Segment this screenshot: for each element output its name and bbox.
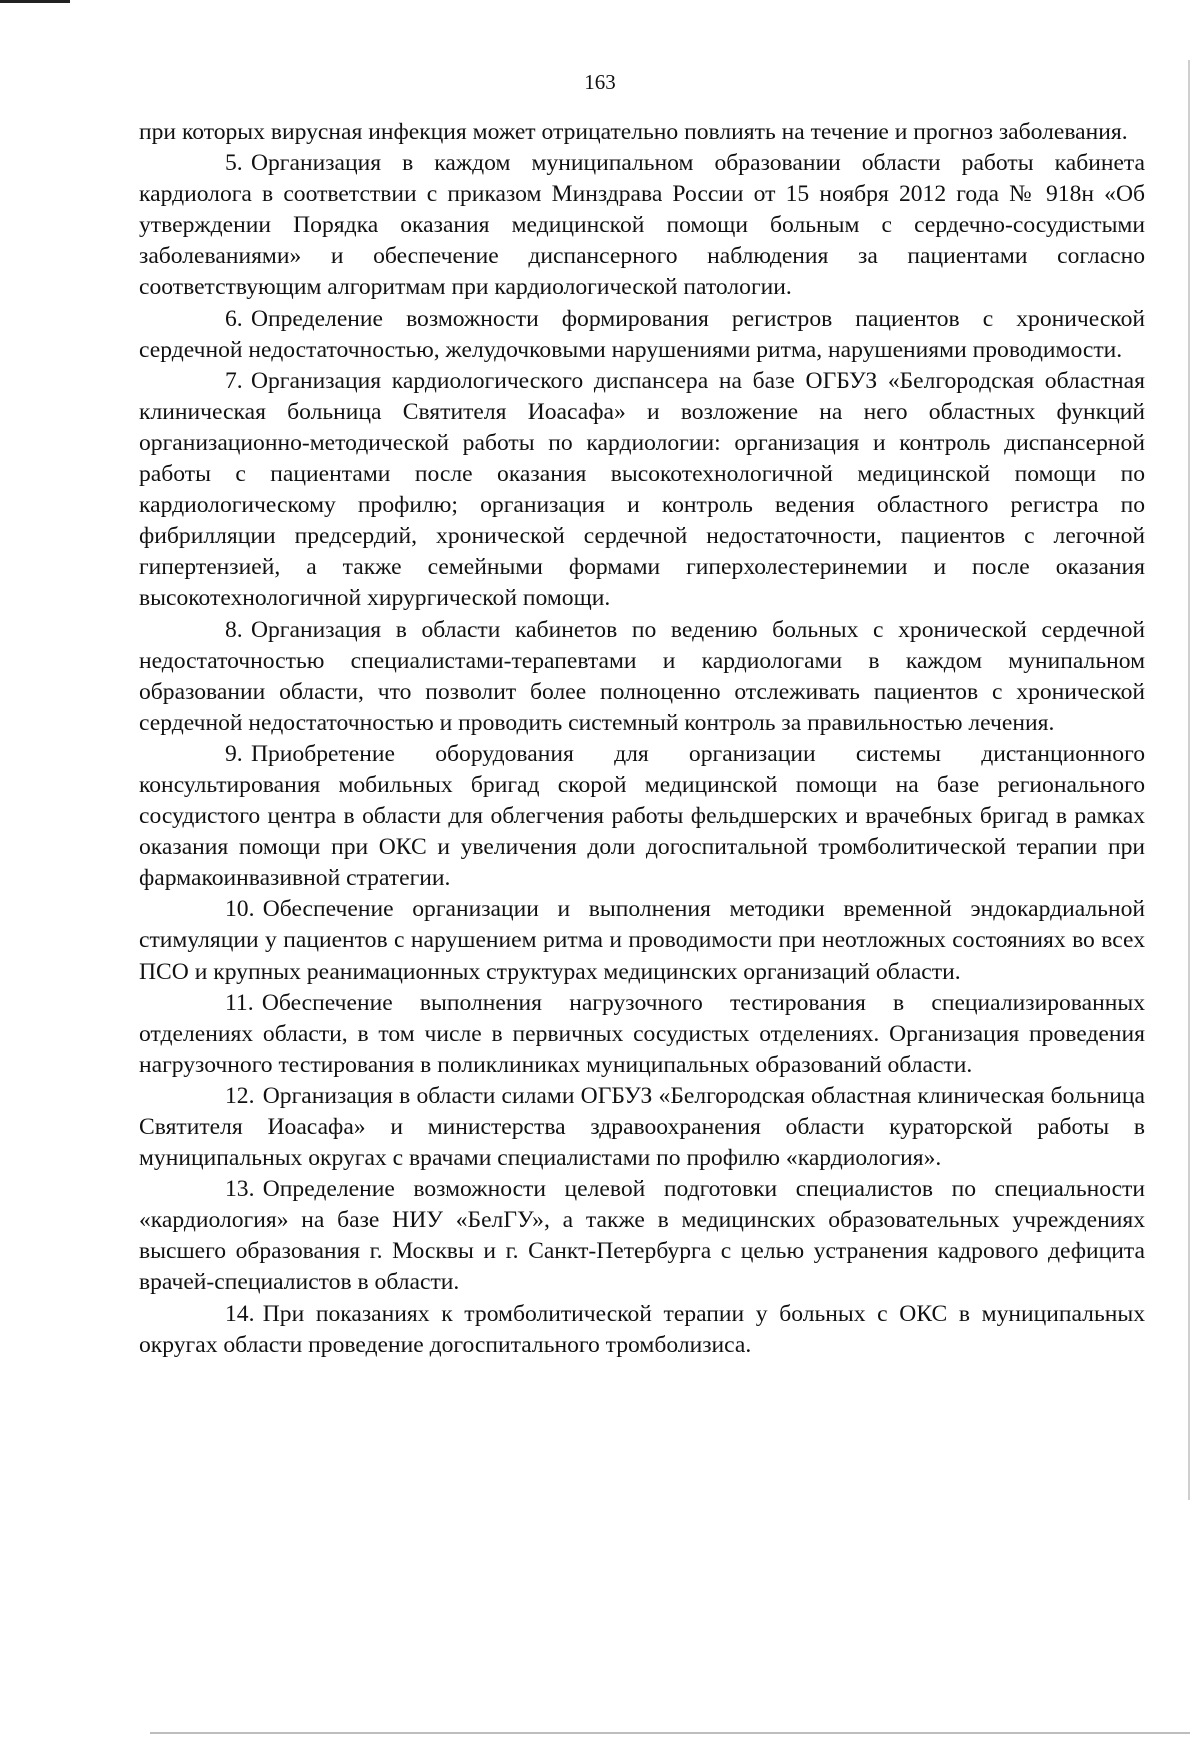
list-item-11 — [139, 988, 1145, 1081]
document-body — [139, 117, 1145, 1361]
item-text: Обеспечение выполнения нагрузочного тестирования в специализированных отделениях области, в том числе в первичных сосудистых отделениях. Организация проведения нагрузочного тестирования в поликлиниках муниципальных образований области. — [139, 989, 1145, 1078]
item-number: 10. — [225, 896, 255, 923]
list-item-10 — [139, 894, 1145, 987]
item-number: 7. — [225, 367, 243, 394]
item-text: Определение возможности формирования регистров пациентов с хронической сердечной недостаточностью, желудочковыми нарушениями ритма, нарушениями проводимости. — [139, 305, 1145, 363]
list-item-8 — [139, 615, 1145, 739]
list-item-9 — [139, 739, 1145, 894]
list-item-13 — [139, 1174, 1145, 1298]
scan-edge-mark — [0, 0, 70, 3]
scan-edge-line — [150, 1732, 1190, 1734]
item-number: 11. — [225, 989, 254, 1016]
list-item-14 — [139, 1299, 1145, 1361]
item-text: Организация кардиологического диспансера на базе ОГБУЗ «Белгородская областная клиническая больница Святителя Иоасафа» и возложение на него областных функций организационно-методической работы по кардиологии: организация и контроль диспансерной работы с пациентами после оказания высокотехнологичной медицинской помощи по кардиологическому профилю; организация и контроль ведения областного регистра по фибрилляции предсердий, хронической сердечной недостаточности, пациентов с легочной гипертензией, а также семейными формами гиперхолестеринемии и после оказания высокотехнологичной хирургической помощи. — [139, 367, 1145, 612]
list-item-7 — [139, 366, 1145, 615]
item-text: Организация в области кабинетов по ведению больных с хронической сердечной недостаточностью специалистами-терапевтами и кардиологами в каждом мунипальном образовании области, что позволит более полноценно отслеживать пациентов с хронической сердечной недостаточностью и проводить системный контроль за правильностью лечения. — [139, 616, 1145, 736]
item-text: Организация в области силами ОГБУЗ «Белгородская областная клиническая больница Святителя Иоасафа» и министерства здравоохранения области кураторской работы в муниципальных округах с врачами специалистами по профилю «кардиология». — [139, 1082, 1145, 1172]
scan-edge-line — [1188, 60, 1190, 1500]
item-number: 6. — [225, 305, 243, 332]
item-number: 12. — [225, 1082, 255, 1109]
list-item-6 — [139, 304, 1145, 366]
item-text: Организация в каждом муниципальном образовании области работы кабинета кардиолога в соответствии с приказом Минздрава России от 15 ноября 2012 года № 918н «Об утверждении Порядка оказания медицинской помощи больным с сердечно-сосудистыми заболеваниями» и обеспечение диспансерного наблюдения за пациентами согласно соответствующим алгоритмам при кардиологической патологии. — [139, 150, 1145, 301]
item-text: При показаниях к тромболитической терапии у больных с ОКС в муниципальных округах области проведение догоспитального тромболизиса. — [139, 1300, 1145, 1358]
list-item-5 — [139, 148, 1145, 303]
item-text: Определение возможности целевой подготовки специалистов по специальности «кардиология» на базе НИУ «БелГУ», а также в медицинских образовательных учреждениях высшего образования г. Москвы и г. Санкт-Петербурга с целью устранения кадрового дефицита врачей-специалистов в области. — [139, 1176, 1145, 1296]
item-number: 13. — [225, 1176, 255, 1203]
list-item-12 — [139, 1081, 1145, 1174]
item-text: Приобретение оборудования для организации системы дистанционного консультирования мобильных бригад скорой медицинской помощи на базе регионального сосудистого центра в области для облегчения работы фельдшерских и врачебных бригад в рамках оказания помощи при ОКС и увеличения доли догоспитальной тромболитической терапии при фармакоинвазивной стратегии. — [139, 740, 1145, 892]
item-number: 8. — [225, 616, 243, 643]
paragraph-intro: при которых вирусная инфекция может отрицательно повлиять на течение и прогноз заболевания. — [139, 119, 1128, 145]
item-text: Обеспечение организации и выполнения методики временной эндокардиальной стимуляции у пациентов с нарушением ритма и проводимости при неотложных состояниях во всех ПСО и крупных реанимационных структурах медицинских организаций области. — [139, 896, 1145, 985]
item-number: 9. — [225, 740, 243, 767]
item-number: 5. — [225, 150, 243, 177]
page-number: 163 — [584, 70, 616, 94]
item-number: 14. — [225, 1300, 255, 1327]
